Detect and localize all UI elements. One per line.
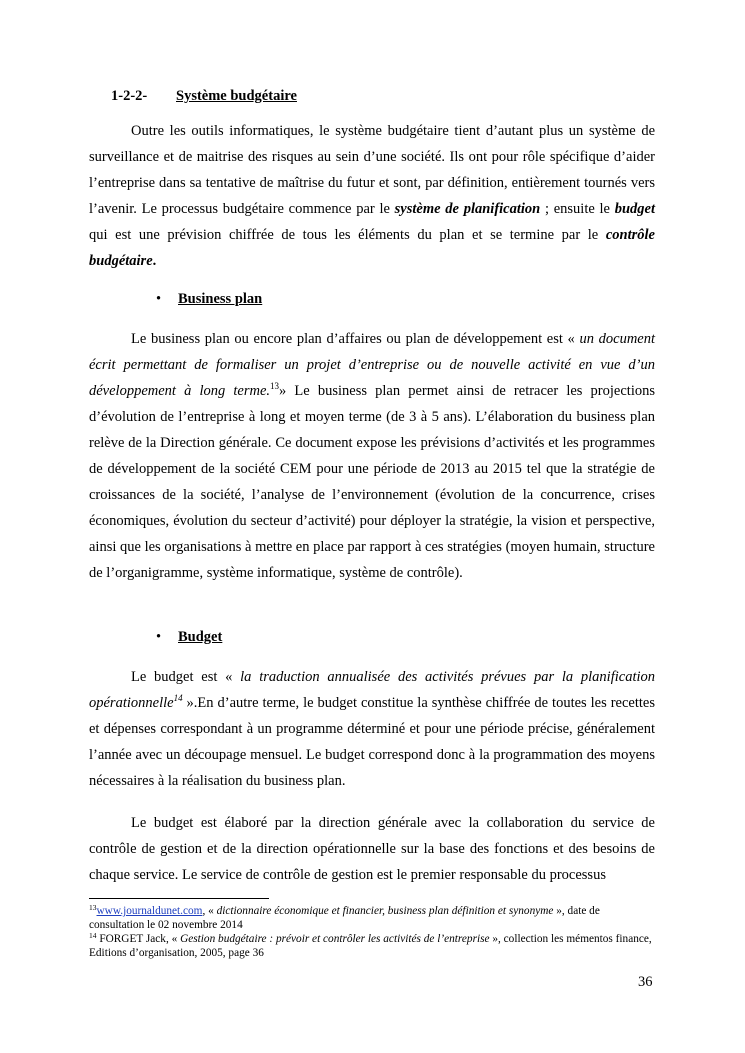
budget-text-1: Le budget est « xyxy=(131,669,241,685)
footnote-14-number: 14 xyxy=(89,931,97,940)
budget-paragraph xyxy=(89,664,655,794)
business-quote: un document écrit permettant de formaliser un projet d’entreprise ou de nouvelle activité en vue d’un développement à long terme. xyxy=(89,331,656,399)
intro-term-budget: budget xyxy=(614,201,655,217)
footnote-14-text-1: FORGET Jack, « xyxy=(96,933,181,945)
page-number: 36 xyxy=(638,974,653,990)
budget-text-2: ».En d’autre terme, le budget constitue la synthèse chiffrée de toutes les recettes et dépenses correspondant à un programme déterminé et pour une période précise, généralement l’année avec un découpage mensuel. Le budget correspond donc à la programmation des moyens nécessaires à la réalisation du business plan. xyxy=(89,695,655,789)
bullet-icon: • xyxy=(156,629,162,645)
bullet-budget-label: Budget xyxy=(178,629,223,645)
intro-text-2: ; ensuite le xyxy=(540,201,615,217)
intro-text-4: . xyxy=(152,253,157,269)
footnote-14-title: Gestion budgétaire : prévoir et contrôler les activités de l’entreprise xyxy=(180,933,490,945)
section-number: 1-2-2- xyxy=(111,88,148,104)
section-title: Système budgétaire xyxy=(176,88,297,104)
intro-text-1: Outre les outils informatiques, le système budgétaire tient d’autant plus un système de surveillance et de maitrise des risques au sein d’une société. Ils ont pour rôle spécifique d’aider l’entreprise dans sa tentative de maîtrise du futur et sont, par définition, entièrement tournés vers l’avenir. Le processus budgétaire commence par le xyxy=(89,123,655,217)
bullet-budget xyxy=(156,629,222,646)
intro-term-planification: système de planification xyxy=(394,201,541,217)
business-text-2: » Le business plan permet ainsi de retracer les projections d’évolution de l’entreprise à long et moyen terme (de 3 à 5 ans). L’élaboration du business plan relève de la Direction générale. Ce document expose les prévisions d’activités et les programmes de développement de la société CEM pour une période de 2013 au 2015 tel que la stratégie de croissances de la société, l’analyse de l’environnement (évolution de la concurrence, crises économiques, évolution du secteur d’activité) pour déployer la stratégie, la vision et perspective, ainsi que les organisations à mettre en place par rapport à ces stratégies (moyen humain, structure de l’organigramme, système informatique, système de contrôle). xyxy=(89,383,655,581)
footnote-13-number: 13 xyxy=(89,903,97,912)
footnote-13-link[interactable]: www.journaldunet.com xyxy=(96,905,203,917)
bullet-icon: • xyxy=(156,291,162,307)
footnote-13 xyxy=(89,905,655,932)
intro-text-3: qui est une prévision chiffrée de tous les éléments du plan et se termine par le xyxy=(89,227,606,243)
footnote-separator xyxy=(89,898,269,899)
footnote-14 xyxy=(89,933,655,960)
business-text-1: Le business plan ou encore plan d’affaires ou plan de développement est « xyxy=(131,331,580,347)
budget-process-paragraph: Le budget est élaboré par la direction générale avec la collaboration du service de contrôle de gestion et de la direction opérationnelle sur la base des fonctions et des besoins de chaque service. Le service de contrôle de gestion est le premier responsable du processus xyxy=(89,815,655,883)
business-plan-paragraph xyxy=(89,326,655,586)
footnote-13-text-2: », date de consultation le 02 novembre 2014 xyxy=(89,905,600,931)
footnote-ref-13[interactable]: 13 xyxy=(270,381,280,391)
bullet-business-plan xyxy=(156,291,262,308)
intro-paragraph xyxy=(89,118,655,274)
footnote-14-text-2: », collection les mémentos finance, Editions d’organisation, 2005, page 36 xyxy=(89,933,652,959)
footnote-13-title: dictionnaire économique et financier, business plan définition et synonyme xyxy=(216,905,554,917)
footnote-ref-14[interactable]: 14 xyxy=(173,693,183,703)
bullet-business-plan-label: Business plan xyxy=(178,291,263,307)
footnote-13-text-1: , « xyxy=(202,905,217,917)
budget-quote: la traduction annualisée des activités prévues par la planification opérationnelle xyxy=(89,669,655,711)
section-heading xyxy=(111,88,297,105)
intro-term-controle: contrôle budgétaire xyxy=(89,227,655,269)
